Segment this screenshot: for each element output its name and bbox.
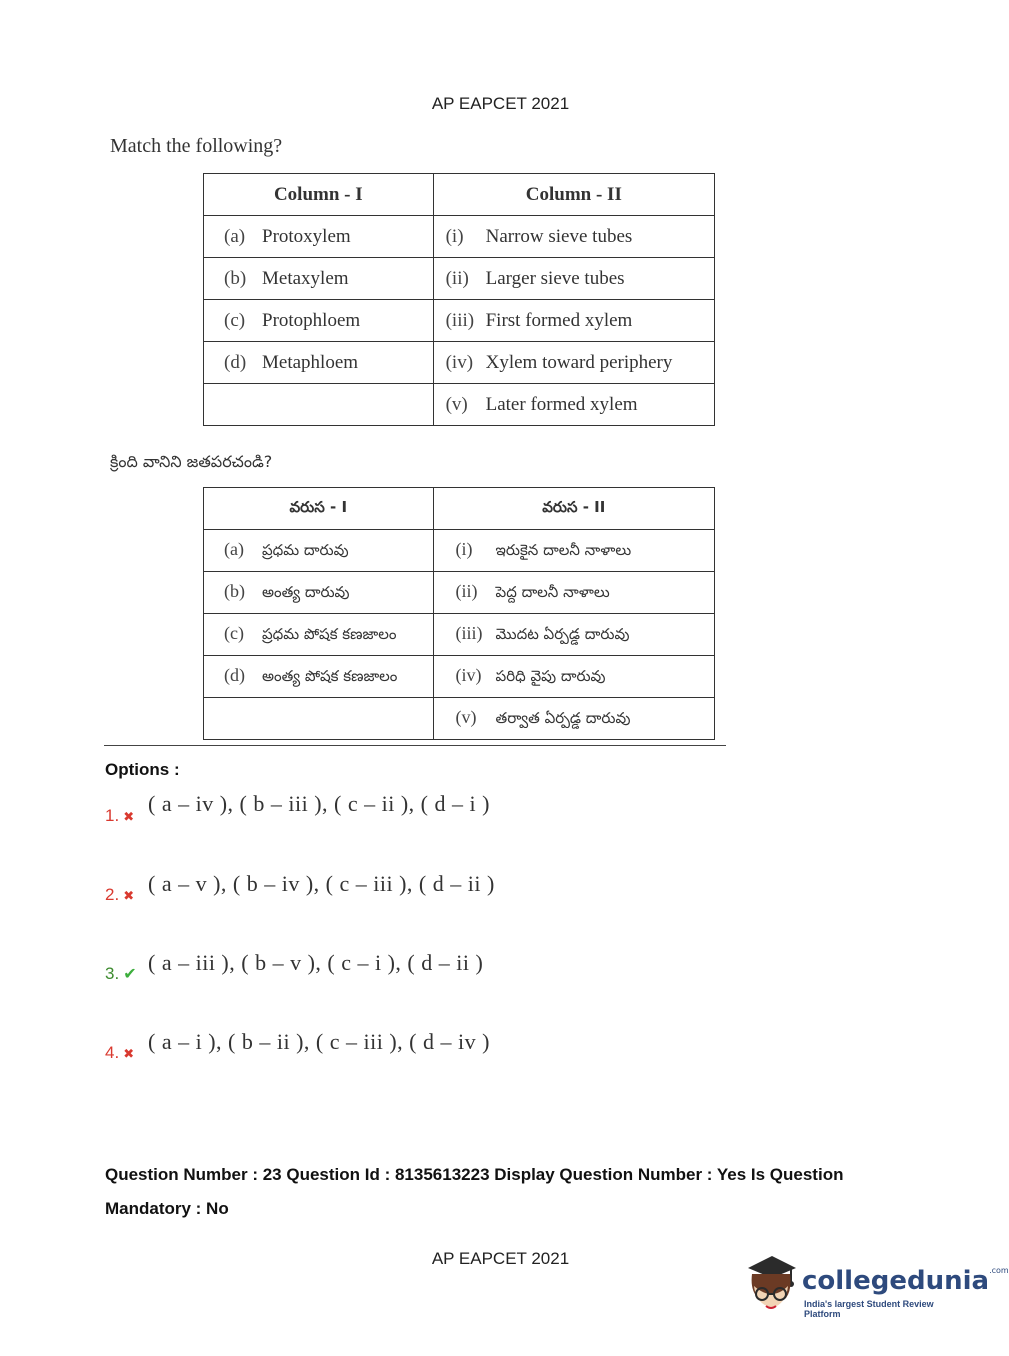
option-1-number xyxy=(105,806,134,826)
row-term: అంత్య దారువు xyxy=(262,582,350,601)
check-icon: ✔ xyxy=(123,966,137,983)
row-term: First formed xylem xyxy=(485,309,633,331)
table-row xyxy=(204,384,715,426)
option-4-number xyxy=(105,1043,134,1063)
row-term: పెద్ద దాలనీ నాళాలు xyxy=(495,582,610,601)
column-2-header: వరుస - II xyxy=(433,488,714,530)
row-label: (d) xyxy=(224,351,247,373)
option-3-number xyxy=(105,964,137,984)
wrong-icon: ✖ xyxy=(123,1046,135,1061)
table-row xyxy=(204,342,715,384)
meta-line-2: Mandatory : No xyxy=(105,1199,229,1218)
row-term: Protophloem xyxy=(262,309,361,331)
wrong-icon: ✖ xyxy=(123,888,135,903)
table-row xyxy=(204,300,715,342)
row-label: (b) xyxy=(224,580,245,601)
row-label: (iv) xyxy=(445,351,474,373)
logo-wordmark: collegedunia xyxy=(802,1266,990,1296)
row-label: (iii) xyxy=(445,309,475,331)
option-number: 4. xyxy=(105,1043,120,1062)
row-label: (v) xyxy=(445,393,468,415)
option-4-text[interactable]: ( a – i ), ( b – ii ), ( c – iii ), ( d – iv ) xyxy=(148,1029,490,1054)
question-prompt-en: Match the following? xyxy=(110,135,283,157)
row-label: (a) xyxy=(224,538,244,559)
row-term: Metaphloem xyxy=(262,351,359,373)
row-term: పరిధి వైపు దారువు xyxy=(495,666,606,685)
row-label: (b) xyxy=(224,267,247,289)
row-label: (a) xyxy=(224,225,246,247)
table-row xyxy=(204,258,715,300)
row-term: Larger sieve tubes xyxy=(485,267,625,289)
option-3-text[interactable]: ( a – iii ), ( b – v ), ( c – i ), ( d – ii ) xyxy=(148,950,484,975)
row-label: (ii) xyxy=(455,580,478,601)
logo-suffix: .com xyxy=(989,1266,1009,1275)
row-term: మొదట ఏర్పడ్డ దారువు xyxy=(495,624,630,643)
question-meta xyxy=(105,1158,905,1226)
row-label: (c) xyxy=(224,622,244,643)
row-term: Xylem toward periphery xyxy=(485,351,673,373)
row-label: (ii) xyxy=(445,267,469,289)
option-2-text[interactable]: ( a – v ), ( b – iv ), ( c – iii ), ( d – ii ) xyxy=(148,871,495,896)
row-label: (d) xyxy=(224,664,245,685)
table-header-row xyxy=(204,488,715,530)
option-number: 3. xyxy=(105,964,120,983)
option-1-text[interactable]: ( a – iv ), ( b – iii ), ( c – ii ), ( d – i ) xyxy=(148,791,490,816)
row-term: తర్వాత ఏర్పడ్డ దారువు xyxy=(495,708,631,727)
row-label: (c) xyxy=(224,309,246,331)
row-label: (i) xyxy=(445,225,464,247)
page-header: AP EAPCET 2021 xyxy=(431,94,570,113)
match-table-en xyxy=(203,173,715,426)
row-term: Metaxylem xyxy=(262,267,349,289)
row-term: Later formed xylem xyxy=(485,393,638,415)
logo-tagline: India's largest Student Review Platform xyxy=(804,1299,934,1319)
table-row xyxy=(204,216,715,258)
row-term: ప్రధమ దారువు xyxy=(262,540,349,559)
table-header-row xyxy=(204,174,715,216)
table-row xyxy=(204,698,715,740)
column-2-header: Column - II xyxy=(433,174,714,216)
table-row xyxy=(204,572,715,614)
row-term: ప్రధమ పోషక కణజాలం xyxy=(262,624,397,643)
option-number: 1. xyxy=(105,806,120,825)
row-term: ఇరుకైన దాలనీ నాళాలు xyxy=(495,540,632,559)
row-term: Narrow sieve tubes xyxy=(485,225,633,247)
meta-line-1: Question Number : 23 Question Id : 8135613223 Display Question Number : Yes Is Question xyxy=(105,1165,844,1184)
options-title: Options : xyxy=(105,760,180,779)
wrong-icon: ✖ xyxy=(123,809,135,824)
option-number: 2. xyxy=(105,885,120,904)
mascot-icon xyxy=(742,1250,800,1316)
divider xyxy=(104,745,726,746)
column-1-header: వరుస - I xyxy=(204,488,434,530)
match-table-te xyxy=(203,487,715,740)
row-label: (iii) xyxy=(455,622,483,643)
row-label: (iv) xyxy=(455,664,482,685)
table-row xyxy=(204,656,715,698)
row-label: (i) xyxy=(455,538,473,559)
page-footer: AP EAPCET 2021 xyxy=(431,1249,570,1268)
column-1-header: Column - I xyxy=(204,174,434,216)
option-2-number xyxy=(105,885,134,905)
brand-logo[interactable] xyxy=(742,1250,1009,1320)
row-term: అంత్య పోషక కణజాలం xyxy=(262,666,398,685)
table-row xyxy=(204,614,715,656)
row-term: Protoxylem xyxy=(262,225,351,247)
question-prompt-te: క్రింది వానిని జతపరచండి? xyxy=(110,452,273,471)
row-label: (v) xyxy=(455,706,477,727)
table-row xyxy=(204,530,715,572)
